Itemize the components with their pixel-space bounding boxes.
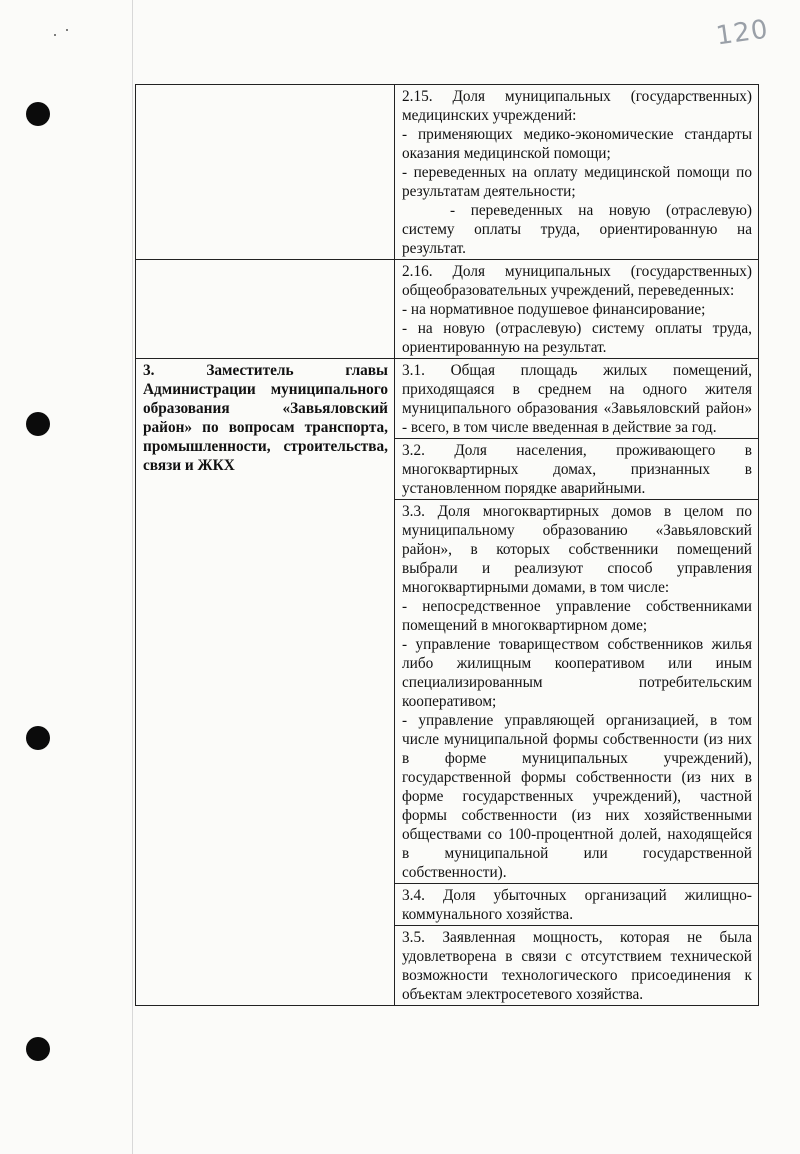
binder-hole-1: [26, 102, 50, 126]
indicator-cell-3-5: [395, 926, 759, 1006]
indicator-item: - на новую (отраслевую) систему оплаты труда, ориентированную на результат.: [402, 320, 752, 356]
binder-hole-3: [26, 726, 50, 750]
table-row: [136, 260, 759, 359]
indicator-cell-3-2: [395, 439, 759, 500]
responsible-person-cell: 3. Заместитель главы Администрации муниципального образования «Завьяловский район» по вопросам транспорта, промышленности, строительства, связи и ЖКХ: [136, 359, 395, 1006]
indicators-table: [135, 84, 759, 1006]
indicator-cell-3-4: [395, 884, 759, 926]
binder-hole-2: [26, 412, 50, 436]
indicator-item: - управление товариществом собственников жилья либо жилищным кооперативом или иным специализированным потребительским кооперативом;: [402, 636, 752, 710]
indicator-title: 2.15. Доля муниципальных (государственных) медицинских учреждений:: [402, 88, 752, 124]
indicator-title: 2.16. Доля муниципальных (государственных) общеобразовательных учреждений, переведенных:: [402, 263, 752, 299]
indicator-cell-2-16: [395, 260, 759, 359]
page-left-edge: [132, 0, 133, 1154]
indicator-text: 3.2. Доля населения, проживающего в многоквартирных домах, признанных в установленном порядке аварийными.: [402, 442, 752, 497]
scan-speck: [66, 29, 68, 31]
indicator-cell-2-15: [395, 85, 759, 260]
table-row: [136, 85, 759, 260]
indicator-item: - на нормативное подушевое финансирование;: [402, 301, 706, 318]
empty-cell: [136, 260, 395, 359]
indicator-item: - переведенных на оплату медицинской помощи по результатам деятельности;: [402, 164, 752, 200]
indicator-text: 3.1. Общая площадь жилых помещений, приходящаяся в среднем на одного жителя муниципального образования «Завьяловский район» - всего, в том числе введенная в действие за год.: [402, 362, 752, 436]
empty-cell: [136, 85, 395, 260]
indicator-item: - переведенных на новую (отраслевую) систему оплаты труда, ориентированную на результат.: [402, 202, 752, 257]
indicator-item: - непосредственное управление собственниками помещений в многоквартирном доме;: [402, 598, 752, 634]
scan-speck: [54, 34, 56, 36]
indicator-text: 3.5. Заявленная мощность, которая не была удовлетворена в связи с отсутствием технической возможности технологического присоединения к объектам электросетевого хозяйства.: [402, 929, 752, 1003]
binder-hole-4: [26, 1037, 50, 1061]
indicator-text: 3.4. Доля убыточных организаций жилищно-коммунального хозяйства.: [402, 887, 752, 923]
indicator-cell-3-3: [395, 500, 759, 884]
indicator-title: 3.3. Доля многоквартирных домов в целом по муниципальному образованию «Завьяловский район», в которых собственники помещений выбрали и реализуют способ управления многоквартирными домами, в том числе:: [402, 503, 752, 596]
table-row: [136, 359, 759, 439]
indicator-item: - применяющих медико-экономические стандарты оказания медицинской помощи;: [402, 126, 752, 162]
indicator-item: - управление управляющей организацией, в том числе муниципальной формы собственности (из них в форме муниципальных учреждений), государственной формы собственности (из них в форме государственных учреждений), частной формы собственности (из них хозяйственными обществами со 100-процентной долей, находящейся в муниципальной или государственной собственности).: [402, 712, 752, 881]
indicator-cell-3-1: [395, 359, 759, 439]
page-number: 120: [714, 14, 771, 52]
